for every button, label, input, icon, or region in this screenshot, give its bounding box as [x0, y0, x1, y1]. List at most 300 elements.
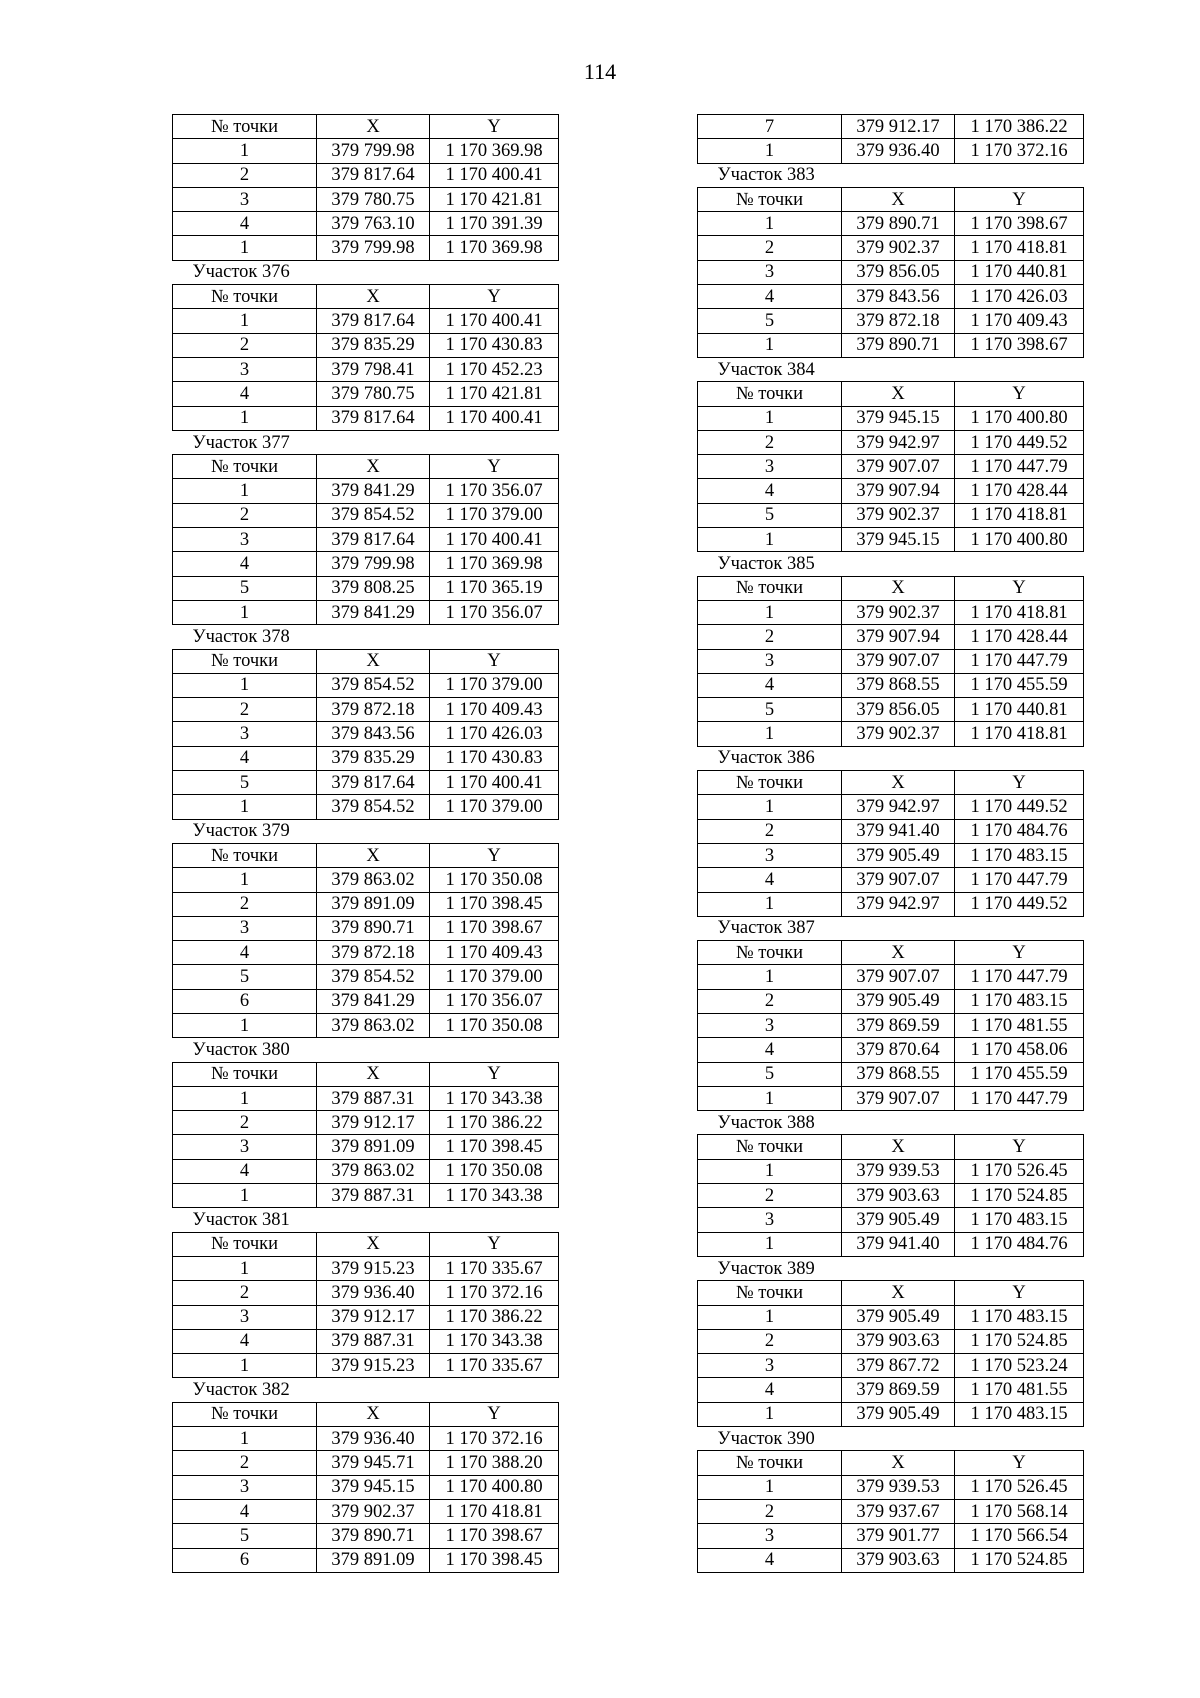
section-title: Участок 376	[192, 262, 290, 283]
table-row	[698, 1013, 1084, 1037]
point-number: 5	[173, 1524, 317, 1548]
header-point: № точки	[698, 382, 842, 406]
table-row	[173, 1281, 559, 1305]
y-coordinate: 1 170 379.00	[430, 965, 559, 989]
table-row	[173, 600, 559, 624]
page-number: 114	[583, 59, 617, 84]
x-coordinate: 379 912.17	[317, 1305, 430, 1329]
table-row	[173, 1499, 559, 1523]
table-row	[173, 309, 559, 333]
header-point: № точки	[698, 941, 842, 965]
table-row	[173, 1475, 559, 1499]
x-coordinate: 379 891.09	[317, 1548, 430, 1572]
table-row	[698, 989, 1084, 1013]
y-coordinate: 1 170 418.81	[955, 722, 1084, 746]
point-number: 1	[698, 333, 842, 357]
table-row	[698, 1038, 1084, 1062]
y-coordinate: 1 170 421.81	[430, 187, 559, 211]
x-coordinate: 379 905.49	[842, 1208, 955, 1232]
y-coordinate: 1 170 356.07	[430, 989, 559, 1013]
table-row	[698, 1086, 1084, 1110]
table-row	[173, 1354, 559, 1378]
header-point: № точки	[173, 455, 317, 479]
header-point: № точки	[173, 1402, 317, 1426]
section-title-row	[698, 746, 1084, 770]
header-x: X	[842, 1451, 955, 1475]
x-coordinate: 379 763.10	[317, 212, 430, 236]
table-row	[698, 649, 1084, 673]
point-number: 5	[698, 309, 842, 333]
table-header-row	[173, 115, 559, 139]
x-coordinate: 379 891.09	[317, 1135, 430, 1159]
x-coordinate: 379 817.64	[317, 163, 430, 187]
table-row	[173, 528, 559, 552]
point-number: 1	[173, 236, 317, 260]
point-number: 2	[698, 625, 842, 649]
table-row	[698, 1475, 1084, 1499]
point-number: 3	[698, 260, 842, 284]
x-coordinate: 379 817.64	[317, 406, 430, 430]
point-number: 4	[698, 1038, 842, 1062]
table-row	[698, 115, 1084, 139]
table-row	[173, 357, 559, 381]
x-coordinate: 379 872.18	[842, 309, 955, 333]
section-title: Участок 388	[717, 1112, 815, 1133]
table-row	[173, 771, 559, 795]
table-row	[698, 479, 1084, 503]
table-row	[698, 600, 1084, 624]
table-row	[698, 1402, 1084, 1426]
table-header-row	[698, 576, 1084, 600]
y-coordinate: 1 170 335.67	[430, 1256, 559, 1280]
table-header-row	[173, 1232, 559, 1256]
x-coordinate: 379 915.23	[317, 1354, 430, 1378]
table-row	[173, 552, 559, 576]
y-coordinate: 1 170 426.03	[955, 285, 1084, 309]
point-number: 2	[698, 989, 842, 1013]
point-number: 2	[173, 1451, 317, 1475]
point-number: 2	[173, 333, 317, 357]
y-coordinate: 1 170 386.22	[955, 115, 1084, 139]
y-coordinate: 1 170 350.08	[430, 1159, 559, 1183]
y-coordinate: 1 170 421.81	[430, 382, 559, 406]
x-coordinate: 379 854.52	[317, 503, 430, 527]
point-number: 2	[173, 163, 317, 187]
point-number: 1	[698, 892, 842, 916]
table-row	[698, 892, 1084, 916]
table-row	[698, 698, 1084, 722]
y-coordinate: 1 170 398.67	[955, 212, 1084, 236]
point-number: 5	[173, 576, 317, 600]
table-row	[173, 1451, 559, 1475]
x-coordinate: 379 903.63	[842, 1184, 955, 1208]
table-header-row	[698, 1281, 1084, 1305]
x-coordinate: 379 902.37	[842, 722, 955, 746]
x-coordinate: 379 907.94	[842, 625, 955, 649]
table-row	[173, 139, 559, 163]
y-coordinate: 1 170 483.15	[955, 1208, 1084, 1232]
y-coordinate: 1 170 481.55	[955, 1013, 1084, 1037]
table-row	[698, 868, 1084, 892]
table-header-row	[173, 1062, 559, 1086]
point-number: 3	[173, 1135, 317, 1159]
y-coordinate: 1 170 455.59	[955, 1062, 1084, 1086]
point-number: 5	[698, 698, 842, 722]
section-title: Участок 377	[192, 432, 290, 453]
y-coordinate: 1 170 524.85	[955, 1548, 1084, 1572]
table-header-row	[173, 455, 559, 479]
point-number: 4	[698, 868, 842, 892]
point-number: 1	[698, 600, 842, 624]
point-number: 1	[698, 406, 842, 430]
x-coordinate: 379 843.56	[317, 722, 430, 746]
table-row	[173, 163, 559, 187]
y-coordinate: 1 170 343.38	[430, 1086, 559, 1110]
header-x: X	[317, 649, 430, 673]
header-x: X	[317, 1402, 430, 1426]
y-coordinate: 1 170 455.59	[955, 673, 1084, 697]
x-coordinate: 379 854.52	[317, 795, 430, 819]
x-coordinate: 379 905.49	[842, 843, 955, 867]
table-header-row	[173, 843, 559, 867]
x-coordinate: 379 936.40	[842, 139, 955, 163]
y-coordinate: 1 170 391.39	[430, 212, 559, 236]
y-coordinate: 1 170 426.03	[430, 722, 559, 746]
header-x: X	[317, 455, 430, 479]
section-title-row	[173, 625, 559, 649]
y-coordinate: 1 170 447.79	[955, 649, 1084, 673]
header-x: X	[842, 382, 955, 406]
x-coordinate: 379 863.02	[317, 1013, 430, 1037]
point-number: 3	[173, 1475, 317, 1499]
point-number: 1	[698, 1232, 842, 1256]
header-x: X	[842, 771, 955, 795]
point-number: 4	[173, 382, 317, 406]
point-number: 2	[698, 1329, 842, 1353]
table-header-row	[698, 382, 1084, 406]
y-coordinate: 1 170 447.79	[955, 1086, 1084, 1110]
point-number: 1	[698, 1086, 842, 1110]
point-number: 1	[698, 1402, 842, 1426]
table-row	[698, 1354, 1084, 1378]
y-coordinate: 1 170 428.44	[955, 625, 1084, 649]
x-coordinate: 379 945.15	[842, 528, 955, 552]
point-number: 2	[173, 1111, 317, 1135]
x-coordinate: 379 941.40	[842, 1232, 955, 1256]
y-coordinate: 1 170 398.45	[430, 892, 559, 916]
point-number: 7	[698, 115, 842, 139]
header-y: Y	[955, 1135, 1084, 1159]
point-number: 2	[698, 819, 842, 843]
y-coordinate: 1 170 526.45	[955, 1159, 1084, 1183]
x-coordinate: 379 905.49	[842, 1305, 955, 1329]
point-number: 1	[698, 965, 842, 989]
table-row	[698, 843, 1084, 867]
section-title: Участок 384	[717, 359, 815, 380]
y-coordinate: 1 170 388.20	[430, 1451, 559, 1475]
header-y: Y	[955, 771, 1084, 795]
x-coordinate: 379 907.07	[842, 1086, 955, 1110]
point-number: 2	[173, 892, 317, 916]
y-coordinate: 1 170 365.19	[430, 576, 559, 600]
point-number: 3	[173, 722, 317, 746]
y-coordinate: 1 170 398.45	[430, 1135, 559, 1159]
header-y: Y	[955, 382, 1084, 406]
section-title: Участок 390	[717, 1428, 815, 1449]
point-number: 1	[173, 406, 317, 430]
section-title: Участок 383	[717, 165, 815, 186]
point-number: 3	[173, 187, 317, 211]
header-x: X	[317, 1062, 430, 1086]
x-coordinate: 379 891.09	[317, 892, 430, 916]
y-coordinate: 1 170 372.16	[955, 139, 1084, 163]
x-coordinate: 379 817.64	[317, 309, 430, 333]
header-point: № точки	[173, 1232, 317, 1256]
x-coordinate: 379 936.40	[317, 1281, 430, 1305]
x-coordinate: 379 799.98	[317, 552, 430, 576]
table-row	[173, 576, 559, 600]
table-row	[173, 1159, 559, 1183]
table-header-row	[173, 1402, 559, 1426]
table-row	[173, 1013, 559, 1037]
point-number: 3	[698, 1013, 842, 1037]
x-coordinate: 379 868.55	[842, 1062, 955, 1086]
point-number: 1	[173, 600, 317, 624]
table-header-row	[173, 649, 559, 673]
header-x: X	[842, 941, 955, 965]
point-number: 1	[173, 1354, 317, 1378]
y-coordinate: 1 170 356.07	[430, 479, 559, 503]
point-number: 3	[173, 1305, 317, 1329]
point-number: 3	[698, 455, 842, 479]
y-coordinate: 1 170 350.08	[430, 1013, 559, 1037]
section-title-row	[698, 1111, 1084, 1135]
y-coordinate: 1 170 483.15	[955, 1402, 1084, 1426]
table-row	[698, 673, 1084, 697]
table-row	[698, 1305, 1084, 1329]
x-coordinate: 379 942.97	[842, 430, 955, 454]
point-number: 1	[698, 722, 842, 746]
y-coordinate: 1 170 400.80	[955, 528, 1084, 552]
y-coordinate: 1 170 483.15	[955, 1305, 1084, 1329]
x-coordinate: 379 872.18	[317, 698, 430, 722]
point-number: 2	[698, 236, 842, 260]
point-number: 4	[173, 1159, 317, 1183]
point-number: 1	[698, 1475, 842, 1499]
table-row	[698, 1159, 1084, 1183]
point-number: 4	[698, 285, 842, 309]
x-coordinate: 379 854.52	[317, 673, 430, 697]
point-number: 4	[173, 941, 317, 965]
x-coordinate: 379 854.52	[317, 965, 430, 989]
y-coordinate: 1 170 400.41	[430, 528, 559, 552]
point-number: 1	[173, 1184, 317, 1208]
y-coordinate: 1 170 440.81	[955, 698, 1084, 722]
header-y: Y	[955, 187, 1084, 211]
table-row	[698, 1499, 1084, 1523]
x-coordinate: 379 868.55	[842, 673, 955, 697]
table-row	[698, 309, 1084, 333]
section-title-row	[698, 357, 1084, 381]
table-row	[173, 1086, 559, 1110]
section-title: Участок 381	[192, 1210, 290, 1230]
header-y: Y	[955, 1451, 1084, 1475]
x-coordinate: 379 887.31	[317, 1086, 430, 1110]
y-coordinate: 1 170 398.45	[430, 1548, 559, 1572]
header-y: Y	[430, 649, 559, 673]
y-coordinate: 1 170 398.67	[430, 1524, 559, 1548]
x-coordinate: 379 942.97	[842, 892, 955, 916]
table-row	[698, 285, 1084, 309]
point-number: 1	[698, 795, 842, 819]
x-coordinate: 379 902.37	[317, 1499, 430, 1523]
x-coordinate: 379 903.63	[842, 1329, 955, 1353]
point-number: 3	[173, 357, 317, 381]
point-number: 1	[173, 795, 317, 819]
x-coordinate: 379 937.67	[842, 1499, 955, 1523]
y-coordinate: 1 170 449.52	[955, 892, 1084, 916]
x-coordinate: 379 887.31	[317, 1184, 430, 1208]
table-row	[698, 1524, 1084, 1548]
table-row	[698, 1208, 1084, 1232]
header-x: X	[317, 115, 430, 139]
table-row	[698, 1378, 1084, 1402]
table-row	[173, 1329, 559, 1353]
x-coordinate: 379 870.64	[842, 1038, 955, 1062]
header-x: X	[842, 1281, 955, 1305]
point-number: 2	[698, 430, 842, 454]
header-y: Y	[430, 1062, 559, 1086]
section-title: Участок 378	[192, 626, 290, 647]
table-row	[698, 1062, 1084, 1086]
section-title: Участок 380	[192, 1039, 290, 1060]
point-number: 3	[698, 1524, 842, 1548]
y-coordinate: 1 170 379.00	[430, 503, 559, 527]
y-coordinate: 1 170 356.07	[430, 600, 559, 624]
coordinates-table-right	[697, 114, 1084, 1573]
header-y: Y	[430, 843, 559, 867]
header-x: X	[842, 1135, 955, 1159]
table-row	[698, 722, 1084, 746]
section-title: Участок 387	[717, 918, 815, 939]
table-row	[173, 236, 559, 260]
y-coordinate: 1 170 343.38	[430, 1184, 559, 1208]
y-coordinate: 1 170 409.43	[430, 941, 559, 965]
y-coordinate: 1 170 400.41	[430, 163, 559, 187]
y-coordinate: 1 170 400.80	[955, 406, 1084, 430]
point-number: 6	[173, 1548, 317, 1572]
y-coordinate: 1 170 343.38	[430, 1329, 559, 1353]
section-title-row	[698, 552, 1084, 576]
section-title-row	[173, 1208, 559, 1232]
y-coordinate: 1 170 398.67	[430, 916, 559, 940]
table-row	[173, 916, 559, 940]
header-y: Y	[430, 1402, 559, 1426]
table-row	[698, 1329, 1084, 1353]
x-coordinate: 379 907.07	[842, 455, 955, 479]
table-row	[173, 333, 559, 357]
x-coordinate: 379 902.37	[842, 600, 955, 624]
table-row	[173, 1524, 559, 1548]
point-number: 2	[173, 503, 317, 527]
x-coordinate: 379 869.59	[842, 1378, 955, 1402]
y-coordinate: 1 170 335.67	[430, 1354, 559, 1378]
header-point: № точки	[698, 576, 842, 600]
y-coordinate: 1 170 400.41	[430, 406, 559, 430]
section-title-row	[698, 163, 1084, 187]
point-number: 3	[698, 1208, 842, 1232]
y-coordinate: 1 170 440.81	[955, 260, 1084, 284]
x-coordinate: 379 841.29	[317, 600, 430, 624]
table-row	[698, 333, 1084, 357]
table-row	[698, 1184, 1084, 1208]
table-row	[173, 965, 559, 989]
point-number: 3	[698, 843, 842, 867]
point-number: 1	[173, 479, 317, 503]
table-row	[173, 1305, 559, 1329]
y-coordinate: 1 170 483.15	[955, 989, 1084, 1013]
point-number: 3	[698, 649, 842, 673]
section-title-row	[698, 1427, 1084, 1451]
table-row	[698, 1232, 1084, 1256]
y-coordinate: 1 170 350.08	[430, 868, 559, 892]
y-coordinate: 1 170 430.83	[430, 746, 559, 770]
y-coordinate: 1 170 449.52	[955, 430, 1084, 454]
section-title-row	[173, 819, 559, 843]
y-coordinate: 1 170 447.79	[955, 455, 1084, 479]
y-coordinate: 1 170 430.83	[430, 333, 559, 357]
point-number: 1	[173, 1013, 317, 1037]
table-header-row	[698, 1451, 1084, 1475]
section-title-row	[698, 1256, 1084, 1280]
x-coordinate: 379 817.64	[317, 771, 430, 795]
point-number: 1	[698, 528, 842, 552]
y-coordinate: 1 170 484.76	[955, 819, 1084, 843]
header-x: X	[317, 1232, 430, 1256]
table-row	[173, 941, 559, 965]
point-number: 4	[173, 746, 317, 770]
coordinates-table-left	[172, 114, 559, 1573]
x-coordinate: 379 841.29	[317, 989, 430, 1013]
table-header-row	[698, 941, 1084, 965]
table-row	[698, 625, 1084, 649]
table-row	[173, 479, 559, 503]
table-row	[173, 673, 559, 697]
y-coordinate: 1 170 369.98	[430, 552, 559, 576]
table-row	[173, 1135, 559, 1159]
point-number: 1	[698, 212, 842, 236]
table-row	[173, 795, 559, 819]
section-title: Участок 385	[717, 553, 815, 574]
header-y: Y	[955, 941, 1084, 965]
header-y: Y	[430, 1232, 559, 1256]
table-row	[173, 722, 559, 746]
x-coordinate: 379 856.05	[842, 260, 955, 284]
table-row	[173, 187, 559, 211]
x-coordinate: 379 872.18	[317, 941, 430, 965]
y-coordinate: 1 170 566.54	[955, 1524, 1084, 1548]
table-row	[698, 528, 1084, 552]
point-number: 2	[698, 1184, 842, 1208]
table-row	[698, 260, 1084, 284]
x-coordinate: 379 905.49	[842, 1402, 955, 1426]
x-coordinate: 379 905.49	[842, 989, 955, 1013]
x-coordinate: 379 902.37	[842, 236, 955, 260]
x-coordinate: 379 799.98	[317, 236, 430, 260]
header-point: № точки	[698, 1451, 842, 1475]
point-number: 1	[173, 673, 317, 697]
point-number: 3	[173, 916, 317, 940]
